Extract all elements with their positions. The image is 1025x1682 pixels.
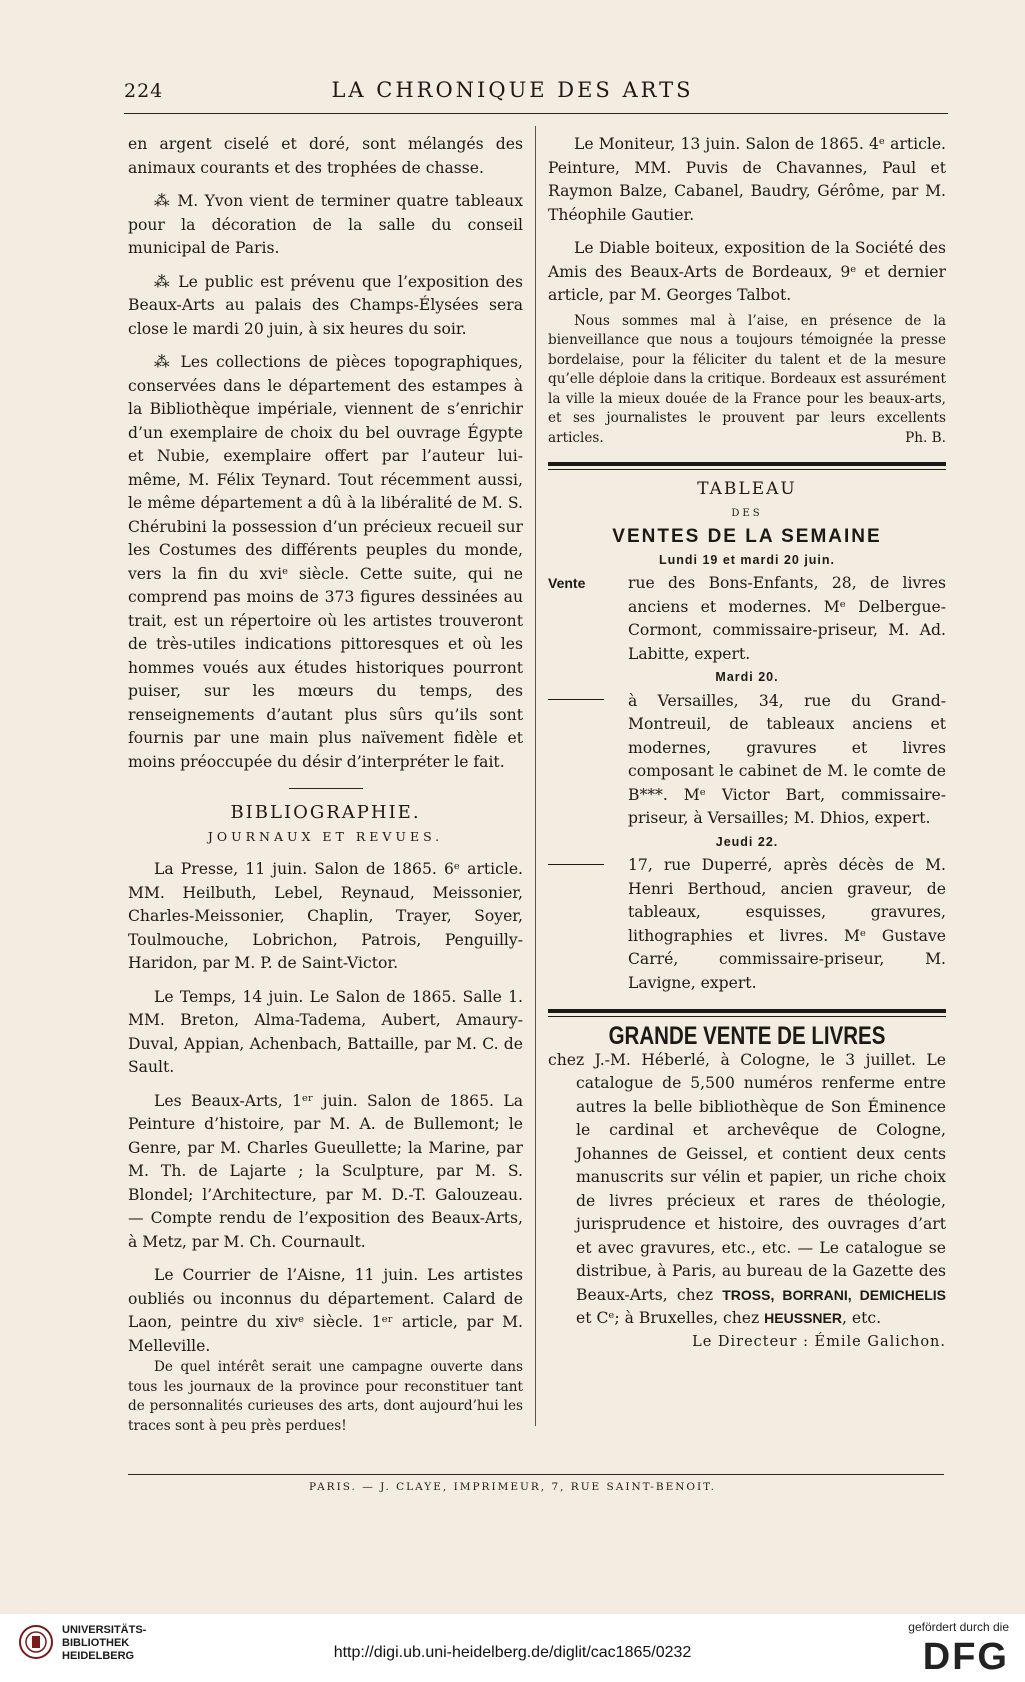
- diable-note: [548, 312, 946, 449]
- sale-text-2: à Versailles, 34, rue du Grand-Montreuil, de tableaux anciens et modernes, gravures et livres composant le cabinet de M. le comte de B***. Mᵉ Victor Bart, commissaire-priseur, à Versailles; M. Dhios, expert.: [628, 691, 946, 827]
- journaux-heading: JOURNAUX ET REVUES.: [207, 828, 444, 844]
- paragraph-trophees: en argent ciselé et doré, sont mélangés des animaux courants et des trophées de chasse.: [128, 135, 523, 177]
- left-column: [128, 133, 523, 1436]
- double-rule: [548, 462, 946, 470]
- paragraph-yvon: ⁂ M. Yvon vient de terminer quatre tableaux pour la décoration de la salle du conseil municipal de Paris.: [128, 192, 523, 257]
- entry-courrier-aisne: Le Courrier de l’Aisne, 11 juin. Les artistes oubliés ou inconnus du département. Calard de Laon, peintre du xivᵉ siècle. 1ᵉʳ article, par M. Melleville.: [128, 1266, 523, 1355]
- vente-label: Vente: [548, 575, 586, 591]
- printer-imprint: PARIS. — J. CLAYE, IMPRIMEUR, 7, RUE SAINT-BENOIT.: [309, 1481, 716, 1493]
- bibliographie-heading: BIBLIOGRAPHIE.: [230, 802, 421, 823]
- sale-text-1: rue des Bons-Enfants, 28, de livres anciens et modernes. Mᵉ Delbergue-Cormont, commissaire-priseur, M. Ad. Labitte, expert.: [628, 574, 946, 663]
- sale-entry-1: [548, 572, 946, 666]
- funded-by-label: gefördert durch die: [908, 1620, 1009, 1634]
- entry-les-beaux-arts: Les Beaux-Arts, 1ᵉʳ juin. Salon de 1865. La Peinture d’histoire, par M. A. de Bullemont; le Genre, par M. Charles Gueullette; la Marine, par M. Th. de Lajarte ; la Sculpture, par M. S. Blondel; l’Architecture, par M. D.-T. Galouzeau. — Compte rendu de l’exposition des Beaux-Arts, à Metz, par M. Ch. Cournault.: [128, 1091, 523, 1251]
- date-jeudi: Jeudi 22.: [715, 834, 779, 849]
- date-lundi: Lundi 19 et mardi 20 juin.: [658, 552, 836, 567]
- section-rule: [289, 788, 363, 789]
- entry-diable-boiteux: Le Diable boiteux, exposition de la Société des Amis des Beaux-Arts de Bordeaux, 9ᵉ et dernier article, par M. Georges Talbot.: [548, 239, 946, 304]
- dealer-names: TROSS, BORRANI, DEMICHELIS: [722, 1286, 946, 1303]
- des-heading: DES: [731, 507, 763, 519]
- ditto-dash: [548, 690, 604, 714]
- header-rule: [124, 113, 948, 114]
- director-signature: Le Directeur : Émile Galichon.: [692, 1333, 946, 1350]
- entry-la-presse: La Presse, 11 juin. Salon de 1865. 6ᵉ article. MM. Heilbuth, Lebel, Reynaud, Meissonier, Charles-Meissonier, Chaplin, Trayer, Soyer, Toulmouche, Lobrichon, Patrois, Penguilly-Haridon, par M. P. de Saint-Victor.: [128, 860, 523, 972]
- paragraph-collections: ⁂ Les collections de pièces topographiques, conservées dans le département des estampes à la Bibliothèque impériale, viennent de s’enrichir d’un exemplaire de choix du bel ouvrage Égypte et Nubie, exemplaire offert par l’auteur lui-même, M. Félix Teynard. Tout récemment aussi, le même département a dû à la libéralité de M. S. Chérubini la possession d’un précieux recueil sur les Costumes des différents peuples du monde, vers la fin du xviᵉ siècle. Cette suite, qui ne comprend pas moins de 373 figures dessinées au trait, est un répertoire où les artistes trouveront de très-utiles indications pittoresques et où les hommes voués aux études historiques pourront puiser, sur les mœurs du temps, des renseignements d’autant plus sûrs qu’ils sont fournis par une main plus naïvement fidèle et moins préoccupée du désir d’interpréter le fait.: [128, 353, 523, 771]
- library-line-2: BIBLIOTHEK: [62, 1637, 130, 1649]
- signature: Ph. B.: [905, 429, 946, 446]
- grande-vente-mid: et Cᵉ; à Bruxelles, chez: [576, 1309, 765, 1327]
- journal-title: LA CHRONIQUE DES ARTS: [331, 78, 694, 102]
- library-line-1: UNIVERSITÄTS-: [62, 1624, 147, 1636]
- library-line-3: HEIDELBERG: [62, 1650, 135, 1662]
- grande-vente-end: , etc.: [841, 1309, 882, 1327]
- grande-vente-heading: GRANDE VENTE DE LIVRES: [608, 1022, 886, 1050]
- grande-vente-body: chez J.-M. Héberlé, à Cologne, le 3 juillet. Le catalogue de 5,500 numéros renferme entre autres la belle bibliothèque de Son Éminence le cardinal et archevêque de Cologne, Johannes de Geissel, et contient deux cents manuscrits sur vélin et papier, un riche choix de livres précieux et rares de théologie, jurisprudence et histoire, des ouvrages d’art et avec gravures, etc., etc. — Le catalogue se distribue, à Paris, au bureau de la Gazette des Beaux-Arts, chez: [548, 1050, 946, 1304]
- grande-vente-text: [548, 1049, 946, 1331]
- sale-text-3: 17, rue Duperré, après décès de M. Henri Berthoud, ancien graveur, de tableaux, esquisses, gravures, lithographies et livres. Mᵉ Gustave Carré, commissaire-priseur, M. Lavigne, expert.: [628, 856, 946, 992]
- column-divider: [535, 126, 536, 1426]
- digitization-footer: [0, 1614, 1025, 1682]
- tableau-heading: TABLEAU: [697, 479, 797, 499]
- paragraph-exposition: ⁂ Le public est prévenu que l’exposition des Beaux-Arts au palais des Champs-Élysées sera close le mardi 20 juin, à six heures du soir.: [128, 272, 523, 338]
- ditto-dash: [548, 854, 604, 878]
- sale-entry-2: [548, 690, 946, 831]
- dfg-logo: DFG: [922, 1636, 1009, 1678]
- imprint-rule: [128, 1474, 944, 1475]
- sale-entry-3: [548, 854, 946, 995]
- page-number: 224: [124, 80, 164, 102]
- entry-le-temps: Le Temps, 14 juin. Le Salon de 1865. Salle 1. MM. Breton, Alma-Tadema, Aubert, Amaury-Duval, Appian, Achenbach, Battaille, par M. C. de Sault.: [128, 987, 523, 1076]
- right-column: [548, 133, 946, 1354]
- diable-note-text: Nous sommes mal à l’aise, en présence de la bienveillance que nous a toujours témoignée la presse bordelaise, pour la féliciter du talent et de la mesure qu’elle déploie dans la critique. Bordeaux est assurément la ville la mieux douée de la France pour les beaux-arts, et ses journalistes le prouvent par leurs excellents articles.: [548, 312, 946, 446]
- date-mardi: Mardi 20.: [715, 670, 779, 684]
- courrier-note: De quel intérêt serait une campagne ouverte dans tous les journaux de la province pour reconstituer tant de personnalités curieuses des arts, dont aujourd’hui les traces sont à peu près perdues!: [128, 1359, 523, 1434]
- permalink-url[interactable]: http://digi.ub.uni-heidelberg.de/diglit/cac1865/0232: [333, 1644, 692, 1661]
- double-rule: [548, 1009, 946, 1017]
- entry-le-moniteur: Le Moniteur, 13 juin. Salon de 1865. 4ᵉ article. Peinture, MM. Puvis de Chavannes, Paul et Raymon Balze, Cabanel, Baudry, Gérôme, par M. Théophile Gautier.: [548, 135, 946, 224]
- dealer-name-heussner: HEUSSNER: [764, 1310, 842, 1326]
- ventes-heading: VENTES DE LA SEMAINE: [612, 526, 882, 547]
